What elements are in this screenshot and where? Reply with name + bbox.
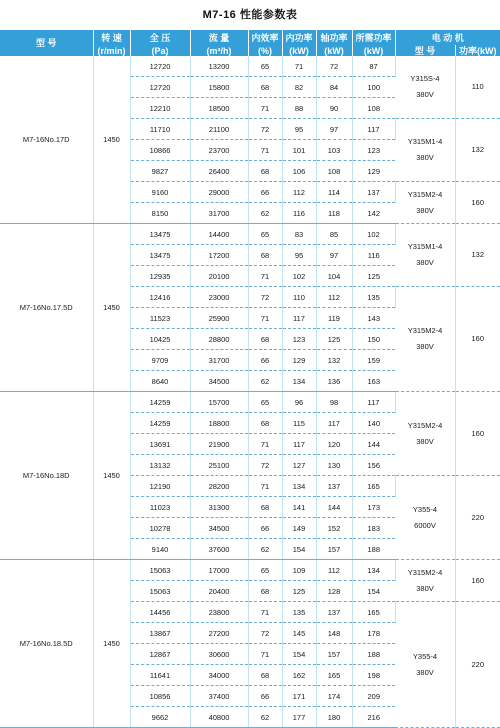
motor-model-cell [395, 224, 455, 287]
efficiency-cell: 71 [248, 602, 282, 623]
shaft-power-cell: 128 [316, 581, 352, 602]
motor-power-cell: 160 [455, 182, 500, 224]
col-header-shaft-power: 轴功率 [316, 30, 352, 45]
shaft-power-cell: 117 [316, 413, 352, 434]
required-power-cell: 143 [352, 308, 395, 329]
internal-power-cell: 154 [282, 644, 316, 665]
motor-model-cell [395, 182, 455, 224]
motor-type: Y315M1-4 [407, 242, 443, 251]
pressure-cell: 11523 [130, 308, 190, 329]
efficiency-cell: 66 [248, 518, 282, 539]
shaft-power-cell: 120 [316, 434, 352, 455]
internal-power-cell: 112 [282, 182, 316, 203]
internal-power-cell: 71 [282, 56, 316, 77]
efficiency-cell: 68 [248, 161, 282, 182]
shaft-power-cell: 103 [316, 140, 352, 161]
required-power-cell: 178 [352, 623, 395, 644]
efficiency-cell: 62 [248, 539, 282, 560]
required-power-cell: 154 [352, 581, 395, 602]
required-power-cell: 144 [352, 434, 395, 455]
efficiency-cell: 66 [248, 686, 282, 707]
internal-power-cell: 95 [282, 119, 316, 140]
table-row [0, 560, 500, 581]
speed-cell: 1450 [93, 560, 130, 728]
internal-power-cell: 83 [282, 224, 316, 245]
flow-cell: 27200 [190, 623, 248, 644]
shaft-power-cell: 137 [316, 602, 352, 623]
efficiency-cell: 71 [248, 644, 282, 665]
shaft-power-cell: 72 [316, 56, 352, 77]
required-power-cell: 123 [352, 140, 395, 161]
internal-power-cell: 106 [282, 161, 316, 182]
pressure-cell: 13867 [130, 623, 190, 644]
shaft-power-cell: 108 [316, 161, 352, 182]
col-header-motor: 电 动 机 [395, 30, 500, 45]
efficiency-cell: 65 [248, 392, 282, 413]
col-header-efficiency: 内效率 [248, 30, 282, 45]
pressure-cell: 12935 [130, 266, 190, 287]
motor-type: Y315M2-4 [407, 420, 443, 430]
motor-model-cell [395, 119, 455, 182]
pressure-cell: 15063 [130, 581, 190, 602]
required-power-cell: 156 [352, 455, 395, 476]
unit-pressure: (Pa) [130, 45, 190, 56]
efficiency-cell: 71 [248, 140, 282, 161]
required-power-cell: 129 [352, 161, 395, 182]
efficiency-cell: 68 [248, 245, 282, 266]
pressure-cell: 12416 [130, 287, 190, 308]
required-power-cell: 116 [352, 245, 395, 266]
flow-cell: 34500 [190, 518, 248, 539]
flow-cell: 31300 [190, 497, 248, 518]
shaft-power-cell: 180 [316, 707, 352, 728]
motor-type: Y315S-4 [410, 74, 440, 83]
internal-power-cell: 154 [282, 539, 316, 560]
internal-power-cell: 127 [282, 455, 316, 476]
motor-power-cell: 160 [455, 287, 500, 392]
col-header-internal-power: 内功率 [282, 30, 316, 45]
flow-cell: 29000 [190, 182, 248, 203]
motor-power-cell: 160 [455, 392, 500, 476]
internal-power-cell: 123 [282, 329, 316, 350]
table-header [0, 30, 500, 56]
flow-cell: 34000 [190, 665, 248, 686]
unit-flow: (m³/h) [190, 45, 248, 56]
required-power-cell: 188 [352, 644, 395, 665]
shaft-power-cell: 148 [316, 623, 352, 644]
motor-model-cell [395, 392, 455, 476]
efficiency-cell: 68 [248, 497, 282, 518]
col-header-motor-model: 型 号 [395, 45, 455, 56]
flow-cell: 15800 [190, 77, 248, 98]
motor-power-cell: 220 [455, 602, 500, 728]
internal-power-cell: 95 [282, 245, 316, 266]
shaft-power-cell: 90 [316, 98, 352, 119]
pressure-cell: 9140 [130, 539, 190, 560]
shaft-power-cell: 97 [316, 119, 352, 140]
shaft-power-cell: 112 [316, 560, 352, 581]
motor-type: Y315M2-4 [407, 189, 443, 199]
required-power-cell: 108 [352, 98, 395, 119]
efficiency-cell: 72 [248, 455, 282, 476]
internal-power-cell: 145 [282, 623, 316, 644]
efficiency-cell: 68 [248, 77, 282, 98]
internal-power-cell: 129 [282, 350, 316, 371]
table-row [0, 392, 500, 413]
flow-cell: 18800 [190, 413, 248, 434]
table-row [0, 56, 500, 77]
internal-power-cell: 135 [282, 602, 316, 623]
motor-type: Y355-4 [412, 651, 438, 661]
motor-model-cell [395, 287, 455, 392]
col-header-pressure: 全 压 [130, 30, 190, 45]
shaft-power-cell: 114 [316, 182, 352, 203]
efficiency-cell: 72 [248, 287, 282, 308]
flow-cell: 25100 [190, 455, 248, 476]
motor-power-cell: 110 [455, 56, 500, 119]
internal-power-cell: 115 [282, 413, 316, 434]
motor-voltage: 380V [416, 90, 434, 99]
speed-cell: 1450 [93, 56, 130, 224]
flow-cell: 21100 [190, 119, 248, 140]
shaft-power-cell: 104 [316, 266, 352, 287]
pressure-cell: 13475 [130, 224, 190, 245]
required-power-cell: 216 [352, 707, 395, 728]
required-power-cell: 165 [352, 476, 395, 497]
pressure-cell: 11023 [130, 497, 190, 518]
col-header-required-power: 所需功率 [352, 30, 395, 45]
required-power-cell: 117 [352, 119, 395, 140]
pressure-cell: 8640 [130, 371, 190, 392]
motor-voltage: 380V [416, 153, 434, 162]
pressure-cell: 13132 [130, 455, 190, 476]
required-power-cell: 159 [352, 350, 395, 371]
shaft-power-cell: 84 [316, 77, 352, 98]
flow-cell: 18500 [190, 98, 248, 119]
pressure-cell: 14259 [130, 392, 190, 413]
flow-cell: 20400 [190, 581, 248, 602]
required-power-cell: 137 [352, 182, 395, 203]
pressure-cell: 14259 [130, 413, 190, 434]
efficiency-cell: 68 [248, 665, 282, 686]
unit-speed: (r/min) [93, 45, 130, 56]
pressure-cell: 12720 [130, 77, 190, 98]
flow-cell: 23800 [190, 602, 248, 623]
required-power-cell: 150 [352, 329, 395, 350]
pressure-cell: 14456 [130, 602, 190, 623]
speed-cell: 1450 [93, 224, 130, 392]
pressure-cell: 10425 [130, 329, 190, 350]
shaft-power-cell: 174 [316, 686, 352, 707]
required-power-cell: 102 [352, 224, 395, 245]
col-header-speed: 转 速 [93, 30, 130, 45]
flow-cell: 26400 [190, 161, 248, 182]
shaft-power-cell: 157 [316, 644, 352, 665]
required-power-cell: 125 [352, 266, 395, 287]
flow-cell: 14400 [190, 224, 248, 245]
motor-voltage: 380V [416, 342, 434, 351]
shaft-power-cell: 165 [316, 665, 352, 686]
motor-voltage: 380V [416, 667, 434, 677]
col-header-motor-power: 功率(kW) [455, 45, 500, 56]
pressure-cell: 9160 [130, 182, 190, 203]
flow-cell: 31700 [190, 203, 248, 224]
pressure-cell: 13691 [130, 434, 190, 455]
pressure-cell: 10278 [130, 518, 190, 539]
table-row [0, 224, 500, 245]
pressure-cell: 12210 [130, 98, 190, 119]
shaft-power-cell: 152 [316, 518, 352, 539]
efficiency-cell: 71 [248, 266, 282, 287]
motor-power-cell: 132 [455, 224, 500, 287]
motor-voltage: 380V [416, 583, 434, 593]
pressure-cell: 15063 [130, 560, 190, 581]
efficiency-cell: 66 [248, 182, 282, 203]
internal-power-cell: 162 [282, 665, 316, 686]
required-power-cell: 142 [352, 203, 395, 224]
efficiency-cell: 65 [248, 560, 282, 581]
internal-power-cell: 149 [282, 518, 316, 539]
internal-power-cell: 125 [282, 581, 316, 602]
shaft-power-cell: 125 [316, 329, 352, 350]
pressure-cell: 10866 [130, 140, 190, 161]
flow-cell: 15700 [190, 392, 248, 413]
efficiency-cell: 62 [248, 203, 282, 224]
efficiency-cell: 72 [248, 119, 282, 140]
unit-required-power: (kW) [352, 45, 395, 56]
motor-voltage: 380V [416, 436, 434, 446]
flow-cell: 40800 [190, 707, 248, 728]
flow-cell: 13200 [190, 56, 248, 77]
shaft-power-cell: 144 [316, 497, 352, 518]
efficiency-cell: 71 [248, 98, 282, 119]
pressure-cell: 9827 [130, 161, 190, 182]
efficiency-cell: 66 [248, 350, 282, 371]
efficiency-cell: 62 [248, 371, 282, 392]
shaft-power-cell: 130 [316, 455, 352, 476]
shaft-power-cell: 98 [316, 392, 352, 413]
pressure-cell: 12867 [130, 644, 190, 665]
flow-cell: 31700 [190, 350, 248, 371]
required-power-cell: 135 [352, 287, 395, 308]
table-title: M7-16 性能参数表 [202, 9, 298, 21]
required-power-cell: 87 [352, 56, 395, 77]
flow-cell: 23700 [190, 140, 248, 161]
motor-power-cell: 220 [455, 476, 500, 560]
pressure-cell: 13475 [130, 245, 190, 266]
shaft-power-cell: 85 [316, 224, 352, 245]
fan-model-cell: M7-16No.18D [0, 392, 93, 560]
internal-power-cell: 116 [282, 203, 316, 224]
pressure-cell: 11641 [130, 665, 190, 686]
pressure-cell: 8150 [130, 203, 190, 224]
unit-shaft-power: (kW) [316, 45, 352, 56]
pressure-cell: 12720 [130, 56, 190, 77]
internal-power-cell: 82 [282, 77, 316, 98]
required-power-cell: 198 [352, 665, 395, 686]
motor-power-cell: 160 [455, 560, 500, 602]
required-power-cell: 173 [352, 497, 395, 518]
internal-power-cell: 117 [282, 434, 316, 455]
shaft-power-cell: 137 [316, 476, 352, 497]
required-power-cell: 165 [352, 602, 395, 623]
efficiency-cell: 62 [248, 707, 282, 728]
flow-cell: 37400 [190, 686, 248, 707]
efficiency-cell: 71 [248, 434, 282, 455]
table-body [0, 56, 500, 728]
unit-efficiency: (%) [248, 45, 282, 56]
internal-power-cell: 134 [282, 371, 316, 392]
required-power-cell: 183 [352, 518, 395, 539]
pressure-cell: 11710 [130, 119, 190, 140]
internal-power-cell: 117 [282, 308, 316, 329]
internal-power-cell: 110 [282, 287, 316, 308]
required-power-cell: 134 [352, 560, 395, 581]
shaft-power-cell: 136 [316, 371, 352, 392]
efficiency-cell: 68 [248, 413, 282, 434]
fan-model-cell: M7-16No.17.5D [0, 224, 93, 392]
efficiency-cell: 71 [248, 476, 282, 497]
motor-voltage: 380V [416, 205, 434, 215]
flow-cell: 25900 [190, 308, 248, 329]
shaft-power-cell: 97 [316, 245, 352, 266]
flow-cell: 34500 [190, 371, 248, 392]
pressure-cell: 12190 [130, 476, 190, 497]
flow-cell: 28800 [190, 329, 248, 350]
internal-power-cell: 101 [282, 140, 316, 161]
internal-power-cell: 88 [282, 98, 316, 119]
flow-cell: 17000 [190, 560, 248, 581]
internal-power-cell: 109 [282, 560, 316, 581]
required-power-cell: 100 [352, 77, 395, 98]
performance-table [0, 30, 500, 728]
shaft-power-cell: 119 [316, 308, 352, 329]
motor-type: Y355-4 [412, 504, 438, 514]
required-power-cell: 140 [352, 413, 395, 434]
motor-type: Y315M2-4 [407, 326, 443, 335]
flow-cell: 23000 [190, 287, 248, 308]
internal-power-cell: 96 [282, 392, 316, 413]
shaft-power-cell: 118 [316, 203, 352, 224]
fan-model-cell: M7-16No.17D [0, 56, 93, 224]
required-power-cell: 188 [352, 539, 395, 560]
speed-cell: 1450 [93, 392, 130, 560]
flow-cell: 37600 [190, 539, 248, 560]
efficiency-cell: 68 [248, 329, 282, 350]
fan-model-cell: M7-16No.18.5D [0, 560, 93, 728]
motor-voltage: 6000V [414, 520, 436, 530]
efficiency-cell: 72 [248, 623, 282, 644]
motor-type: Y315M2-4 [407, 567, 443, 577]
motor-power-cell: 132 [455, 119, 500, 182]
motor-model-cell [395, 602, 455, 728]
flow-cell: 30600 [190, 644, 248, 665]
motor-model-cell [395, 476, 455, 560]
unit-internal-power: (kW) [282, 45, 316, 56]
flow-cell: 17200 [190, 245, 248, 266]
internal-power-cell: 141 [282, 497, 316, 518]
motor-model-cell [395, 56, 455, 119]
flow-cell: 28200 [190, 476, 248, 497]
pressure-cell: 9662 [130, 707, 190, 728]
motor-model-cell [395, 560, 455, 602]
required-power-cell: 163 [352, 371, 395, 392]
efficiency-cell: 65 [248, 224, 282, 245]
internal-power-cell: 171 [282, 686, 316, 707]
required-power-cell: 209 [352, 686, 395, 707]
flow-cell: 21900 [190, 434, 248, 455]
internal-power-cell: 177 [282, 707, 316, 728]
required-power-cell: 117 [352, 392, 395, 413]
flow-cell: 20100 [190, 266, 248, 287]
internal-power-cell: 134 [282, 476, 316, 497]
pressure-cell: 9709 [130, 350, 190, 371]
shaft-power-cell: 112 [316, 287, 352, 308]
internal-power-cell: 102 [282, 266, 316, 287]
efficiency-cell: 71 [248, 308, 282, 329]
motor-type: Y315M1-4 [407, 137, 443, 146]
efficiency-cell: 65 [248, 56, 282, 77]
col-header-model: 型 号 [0, 30, 93, 56]
shaft-power-cell: 132 [316, 350, 352, 371]
shaft-power-cell: 157 [316, 539, 352, 560]
col-header-flow: 流 量 [190, 30, 248, 45]
pressure-cell: 10856 [130, 686, 190, 707]
motor-voltage: 380V [416, 258, 434, 267]
efficiency-cell: 68 [248, 581, 282, 602]
